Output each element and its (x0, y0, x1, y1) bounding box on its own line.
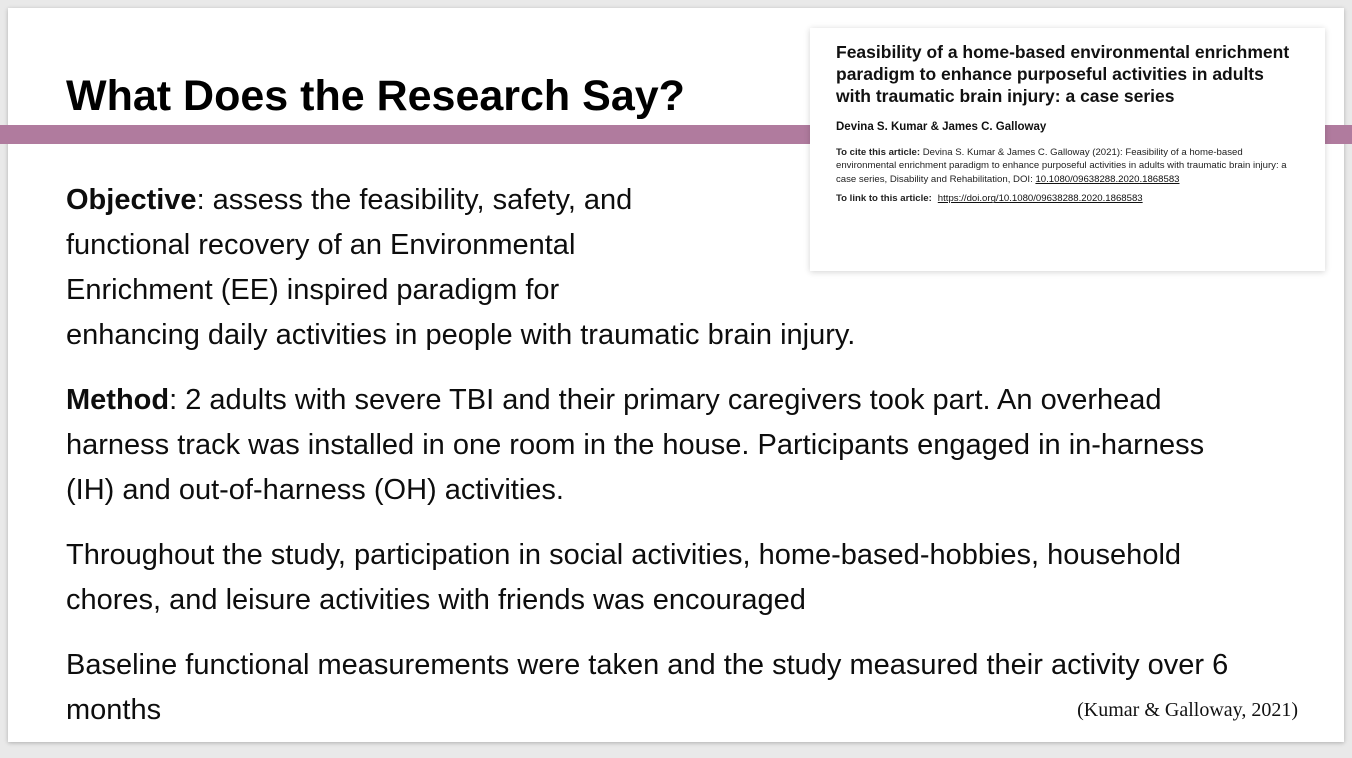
participation-text: Throughout the study, participation in social activities, home-based-hobbies, household chores, and leisure activities with friends was encouraged (66, 539, 1182, 616)
participation-paragraph (66, 533, 1256, 623)
link-label: To link to this article: (836, 193, 932, 205)
doi-link[interactable]: 10.1080/09638288.2020.1868583 (1035, 173, 1180, 185)
method-label: Method (66, 384, 170, 416)
method-text: : 2 adults with severe TBI and their primary caregivers took part. An overhead harness track was installed in one room in the house. Participants engaged in in-harness (IH) and out-of-harness (OH) activities. (66, 384, 1205, 506)
objective-label: Objective (66, 184, 197, 216)
article-citation (836, 146, 1299, 187)
baseline-text: Baseline functional measurements were taken and the study measured their activity over 6 months (66, 649, 1229, 726)
cite-label: To cite this article: (836, 146, 921, 158)
method-paragraph (66, 378, 1256, 513)
article-link-line (836, 193, 1299, 204)
page-title: What Does the Research Say? (66, 72, 685, 120)
footnote-citation: (Kumar & Galloway, 2021) (1077, 699, 1298, 721)
article-title: Feasibility of a home-based environmental enrichment paradigm to enhance purposeful activities in adults with traumatic brain injury: a case series (836, 42, 1290, 107)
objective-text: : assess the feasibility, safety, and functional recovery of an Environmental Enrichment (EE) inspired paradigm for enhancing daily activities in people with traumatic brain injury. (66, 184, 856, 351)
article-url-link[interactable]: https://doi.org/10.1080/09638288.2020.1868583 (937, 193, 1143, 205)
cite-text: Devina S. Kumar & James C. Galloway (2021): Feasibility of a home-based environmental enrichment paradigm to enhance purposeful activities in adults with traumatic brain injury: a case series, Disability and Rehabilitation, DOI: (836, 146, 1287, 185)
article-authors: Devina S. Kumar & James C. Galloway (836, 120, 1047, 133)
article-card (810, 28, 1325, 271)
slide (8, 8, 1344, 742)
